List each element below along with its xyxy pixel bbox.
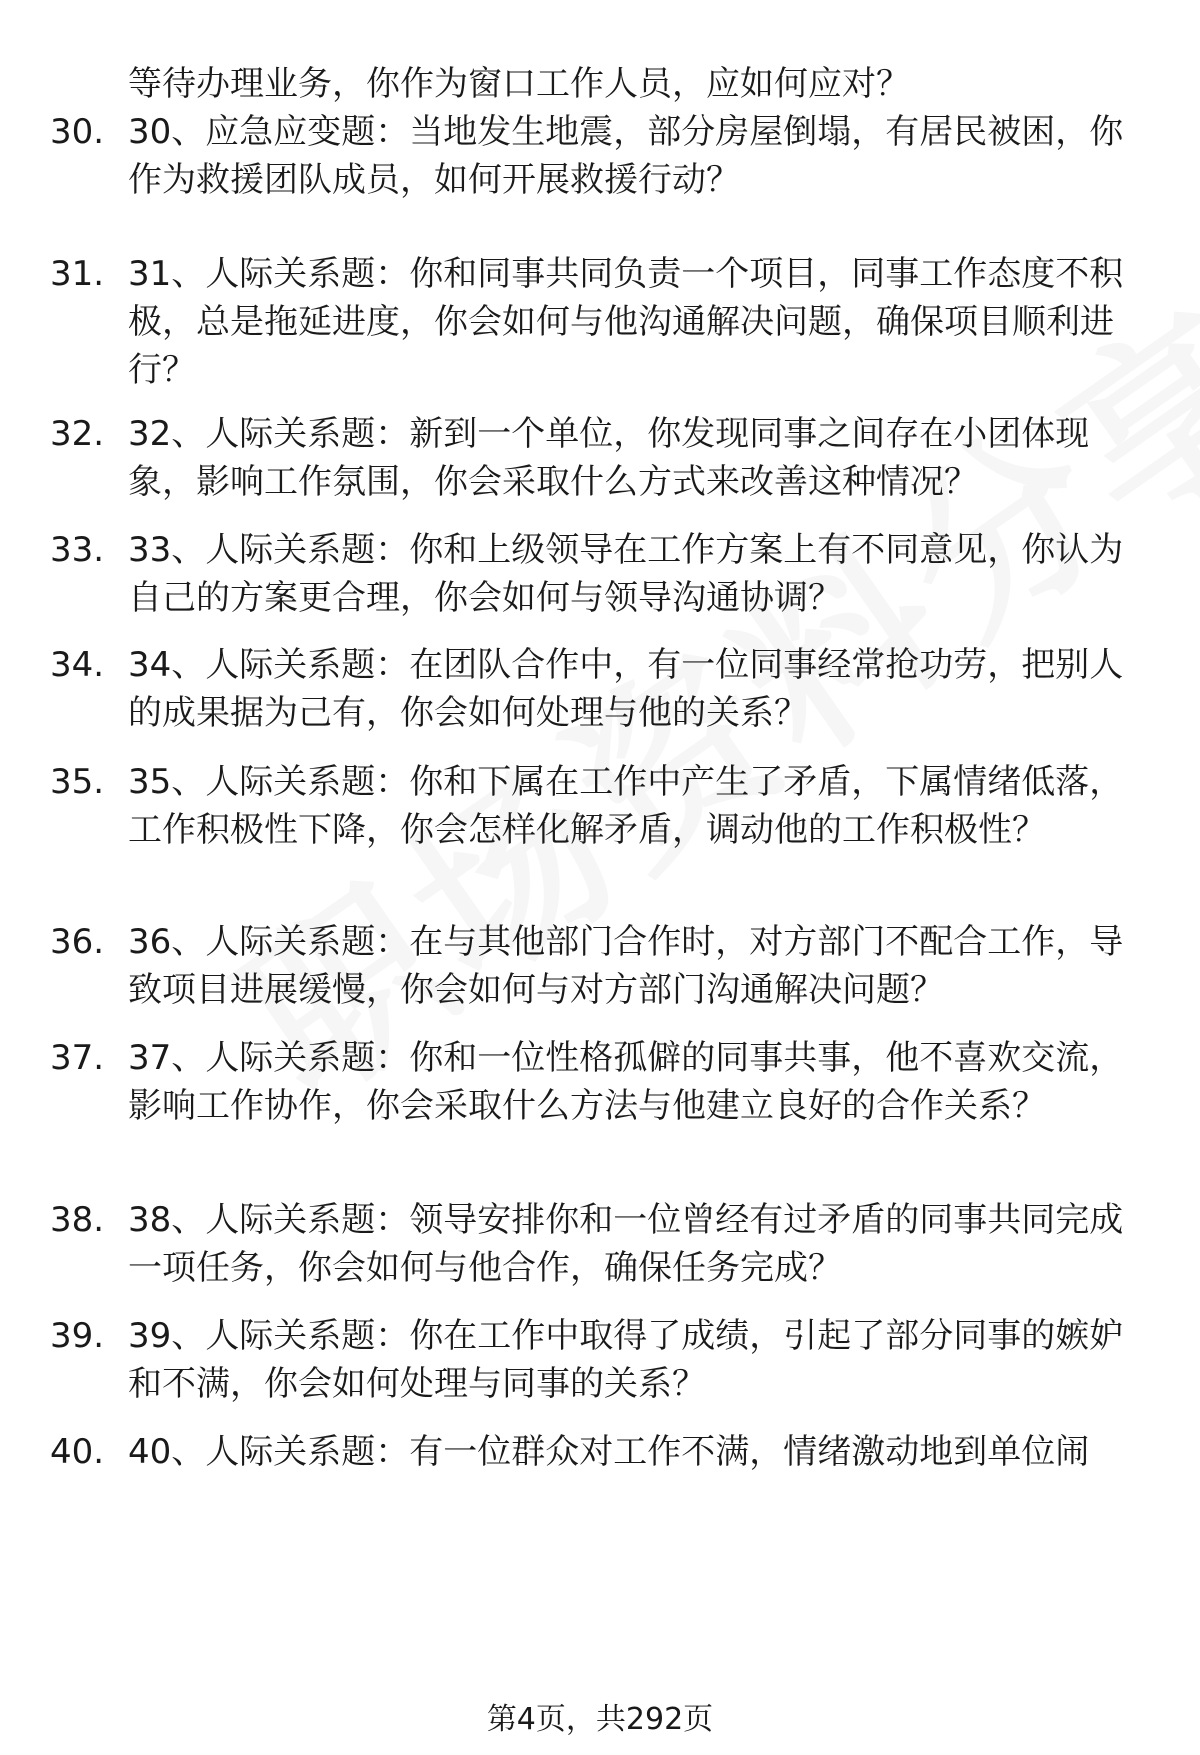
question-text: 38、人际关系题：领导安排你和一位曾经有过矛盾的同事共同完成一项任务，你会如何与他合作，确保任务完成？: [128, 1200, 1124, 1288]
question-text: 35、人际关系题：你和下属在工作中产生了矛盾，下属情绪低落，工作积极性下降，你会怎样化解矛盾，调动他的工作积极性？: [128, 762, 1124, 850]
question-item: [50, 410, 1150, 506]
question-item: [50, 1428, 1150, 1476]
question-number: 32.: [50, 414, 105, 454]
page-footer: 第4页，共292页: [486, 1702, 714, 1737]
question-number: 37.: [50, 1038, 105, 1078]
question-number: 35.: [50, 762, 105, 802]
question-text: 37、人际关系题：你和一位性格孤僻的同事共事，他不喜欢交流，影响工作协作，你会采取什么方法与他建立良好的合作关系？: [128, 1038, 1124, 1126]
question-number: 31.: [50, 254, 105, 294]
question-text: 30、应急应变题：当地发生地震，部分房屋倒塌，有居民被困，你作为救援团队成员，如何开展救援行动？: [128, 112, 1124, 200]
question-item: [50, 108, 1150, 204]
question-item: [50, 250, 1150, 394]
question-item: [50, 758, 1150, 854]
question-item: [50, 1034, 1150, 1130]
question-number: 30.: [50, 112, 105, 152]
question-item: [50, 641, 1150, 737]
question-item: [50, 1196, 1150, 1292]
question-number: 38.: [50, 1200, 105, 1240]
question-item: [50, 1312, 1150, 1408]
continuation-text: 等待办理业务，你作为窗口工作人员，应如何应对？: [128, 64, 910, 104]
question-text: 32、人际关系题：新到一个单位，你发现同事之间存在小团体现象，影响工作氛围，你会采取什么方式来改善这种情况？: [128, 414, 1090, 502]
question-text: 36、人际关系题：在与其他部门合作时，对方部门不配合工作，导致项目进展缓慢，你会如何与对方部门沟通解决问题？: [128, 922, 1124, 1010]
question-number: 39.: [50, 1316, 105, 1356]
question-number: 34.: [50, 645, 105, 685]
question-item: [50, 526, 1150, 622]
question-text: 31、人际关系题：你和同事共同负责一个项目，同事工作态度不积极，总是拖延进度，你会如何与他沟通解决问题，确保项目顺利进行？: [128, 254, 1124, 390]
question-number: 33.: [50, 530, 105, 570]
question-text: 34、人际关系题：在团队合作中，有一位同事经常抢功劳，把别人的成果据为己有，你会如何处理与他的关系？: [128, 645, 1124, 733]
question-text: 33、人际关系题：你和上级领导在工作方案上有不同意见，你认为自己的方案更合理，你会如何与领导沟通协调？: [128, 530, 1124, 618]
question-item: [50, 918, 1150, 1014]
question-number: 36.: [50, 922, 105, 962]
question-number: 40.: [50, 1432, 105, 1472]
question-text: 40、人际关系题：有一位群众对工作不满，情绪激动地到单位闹: [128, 1432, 1090, 1472]
question-text: 39、人际关系题：你在工作中取得了成绩，引起了部分同事的嫉妒和不满，你会如何处理与同事的关系？: [128, 1316, 1124, 1404]
